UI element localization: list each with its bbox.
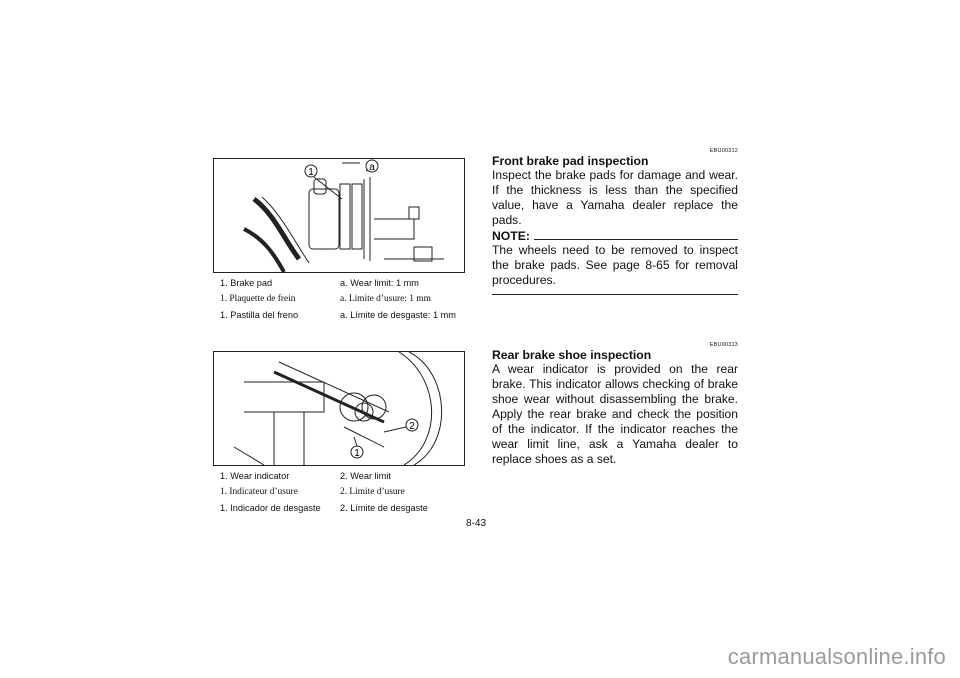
caption-right: a. Wear limit: 1 mm [340, 278, 419, 288]
note-header [492, 229, 738, 243]
caption-right: a. Limite d’usure: 1 mm [340, 294, 431, 304]
watermark: carmanualsonline.info [727, 644, 946, 669]
figure1-captions [220, 275, 465, 323]
section-title: Rear brake shoe inspection [492, 348, 652, 362]
note-label: NOTE: [492, 229, 530, 243]
note-rule [534, 239, 738, 240]
caption-left: 1. Indicador de desgaste [220, 503, 321, 513]
callout-2: 2 [409, 421, 415, 432]
note-text: The wheels need to be removed to inspect the brake pads. See page 8-65 for removal procedures. [492, 243, 738, 287]
caption-left: 1. Brake pad [220, 278, 273, 288]
section-code: EBU00313 [709, 342, 738, 348]
section-body: A wear indicator is provided on the rear brake. This indicator allows checking of brake shoe wear without disassembling the brake. Apply the rear brake and check the position of the indicator. If the indicator reaches the wear limit line, ask a Yamaha dealer to replace shoes as a set. [492, 362, 738, 466]
figure-rear-brake-shoe [213, 351, 465, 466]
note-end-rule [492, 294, 738, 295]
section-front-brake-pad [492, 148, 738, 295]
caption-right: 2. Límite de desgaste [340, 503, 428, 513]
callout-1: 1 [308, 167, 314, 178]
front-brake-illustration [214, 159, 464, 272]
caption-left: 1. Indicateur d’usure [220, 487, 298, 497]
caption-right: 2. Limite d’usure [340, 487, 405, 497]
page-number: 8-43 [466, 518, 487, 529]
callout-1: 1 [354, 448, 360, 459]
rear-brake-illustration [214, 352, 464, 465]
caption-row-fr [220, 291, 465, 307]
caption-left: 1. Plaquette de frein [220, 294, 296, 304]
caption-row-es [220, 500, 465, 516]
caption-right: 2. Wear limit [340, 471, 391, 481]
caption-left: 1. Pastilla del freno [220, 310, 299, 320]
caption-row-es [220, 307, 465, 323]
caption-row-fr [220, 484, 465, 500]
caption-left: 1. Wear indicator [220, 471, 290, 481]
section-code: EBU00312 [709, 148, 738, 154]
section-title: Front brake pad inspection [492, 154, 649, 168]
callout-a: a [369, 162, 375, 173]
figure2-captions [220, 468, 465, 516]
figure-front-brake-pad [213, 158, 465, 273]
caption-right: a. Límite de desgaste: 1 mm [340, 310, 456, 320]
section-rear-brake-shoe [492, 342, 738, 467]
section-body: Inspect the brake pads for damage and wear. If the thickness is less than the specified value, have a Yamaha dealer replace the pads. [492, 168, 738, 227]
caption-row-en [220, 275, 465, 291]
caption-row-en [220, 468, 465, 484]
